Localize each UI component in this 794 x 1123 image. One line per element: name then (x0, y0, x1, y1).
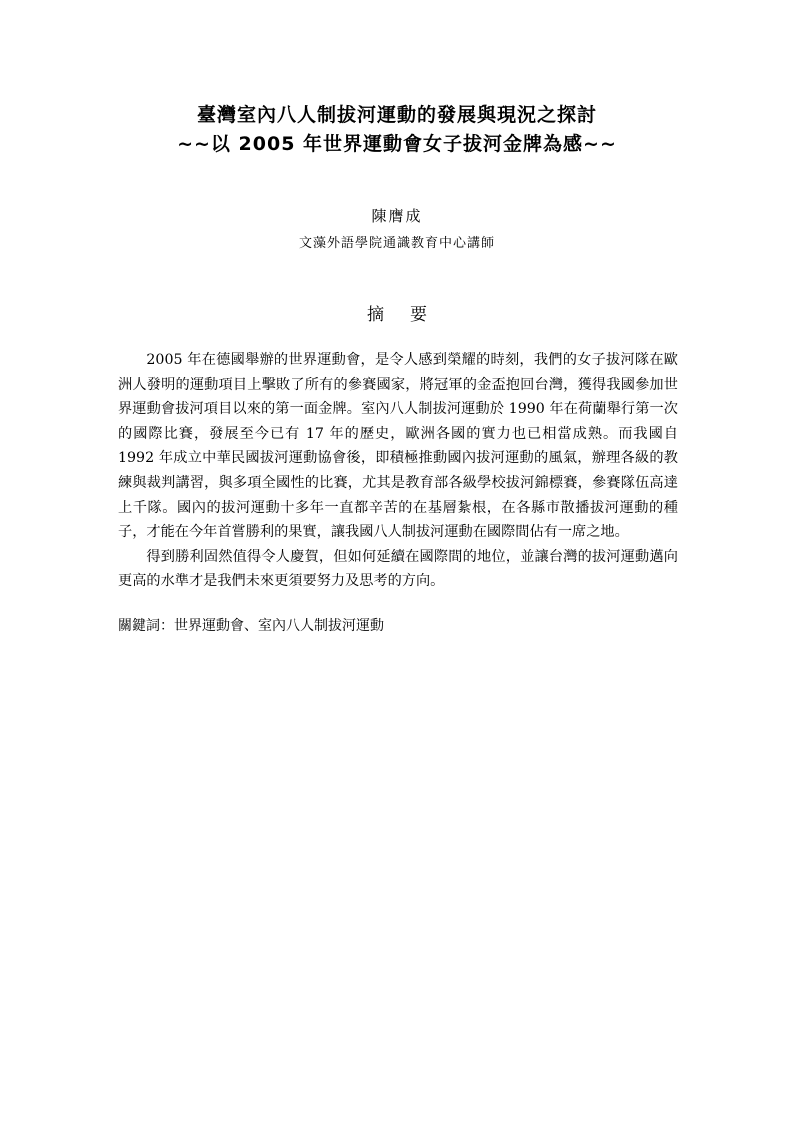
keywords-line: 關鍵詞：世界運動會、室內八人制拔河運動 (118, 618, 384, 634)
paper-subtitle: ~~以 2005 年世界運動會女子拔河金牌為感~~ (177, 133, 617, 155)
paper-title: 臺灣室內八人制拔河運動的發展與現況之探討 (196, 104, 597, 126)
abstract-paragraph-2: 得到勝利固然值得令人慶賀，但如何延續在國際間的地位，並讓台灣的拔河運動邁向更高的水準才是我們未來更須要努力及思考的方向。 (118, 548, 678, 590)
author-affiliation: 文藻外語學院通識教育中心講師 (298, 236, 495, 251)
abstract-heading: 摘要 (367, 305, 453, 325)
abstract-body (118, 348, 678, 594)
abstract-paragraph-1: 2005 年在德國舉辦的世界運動會，是令人感到榮耀的時刻，我們的女子拔河隊在歐洲人發明的運動項目上擊敗了所有的參賽國家，將冠軍的金盃抱回台灣，獲得我國參加世界運動會拔河項目以來的第一面金牌。室內八人制拔河運動於 1990 年在荷蘭舉行第一次的國際比賽，發展至今已有 17 年的歷史，歐洲各國的實力也已相當成熟。而我國自 1992 年成立中華民國拔河運動協會後，即積極推動國內拔河運動的風氣，辦理各級的教練與裁判講習，與多項全國性的比賽，尤其是教育部各級學校拔河錦標賽，參賽隊伍高達上千隊。國內的拔河運動十多年一直都辛苦的在基層紮根，在各縣市散播拔河運動的種子，才能在今年首嘗勝利的果實，讓我國八人制拔河運動在國際間佔有一席之地。 (118, 352, 678, 541)
author-name: 陳膺成 (371, 207, 423, 225)
